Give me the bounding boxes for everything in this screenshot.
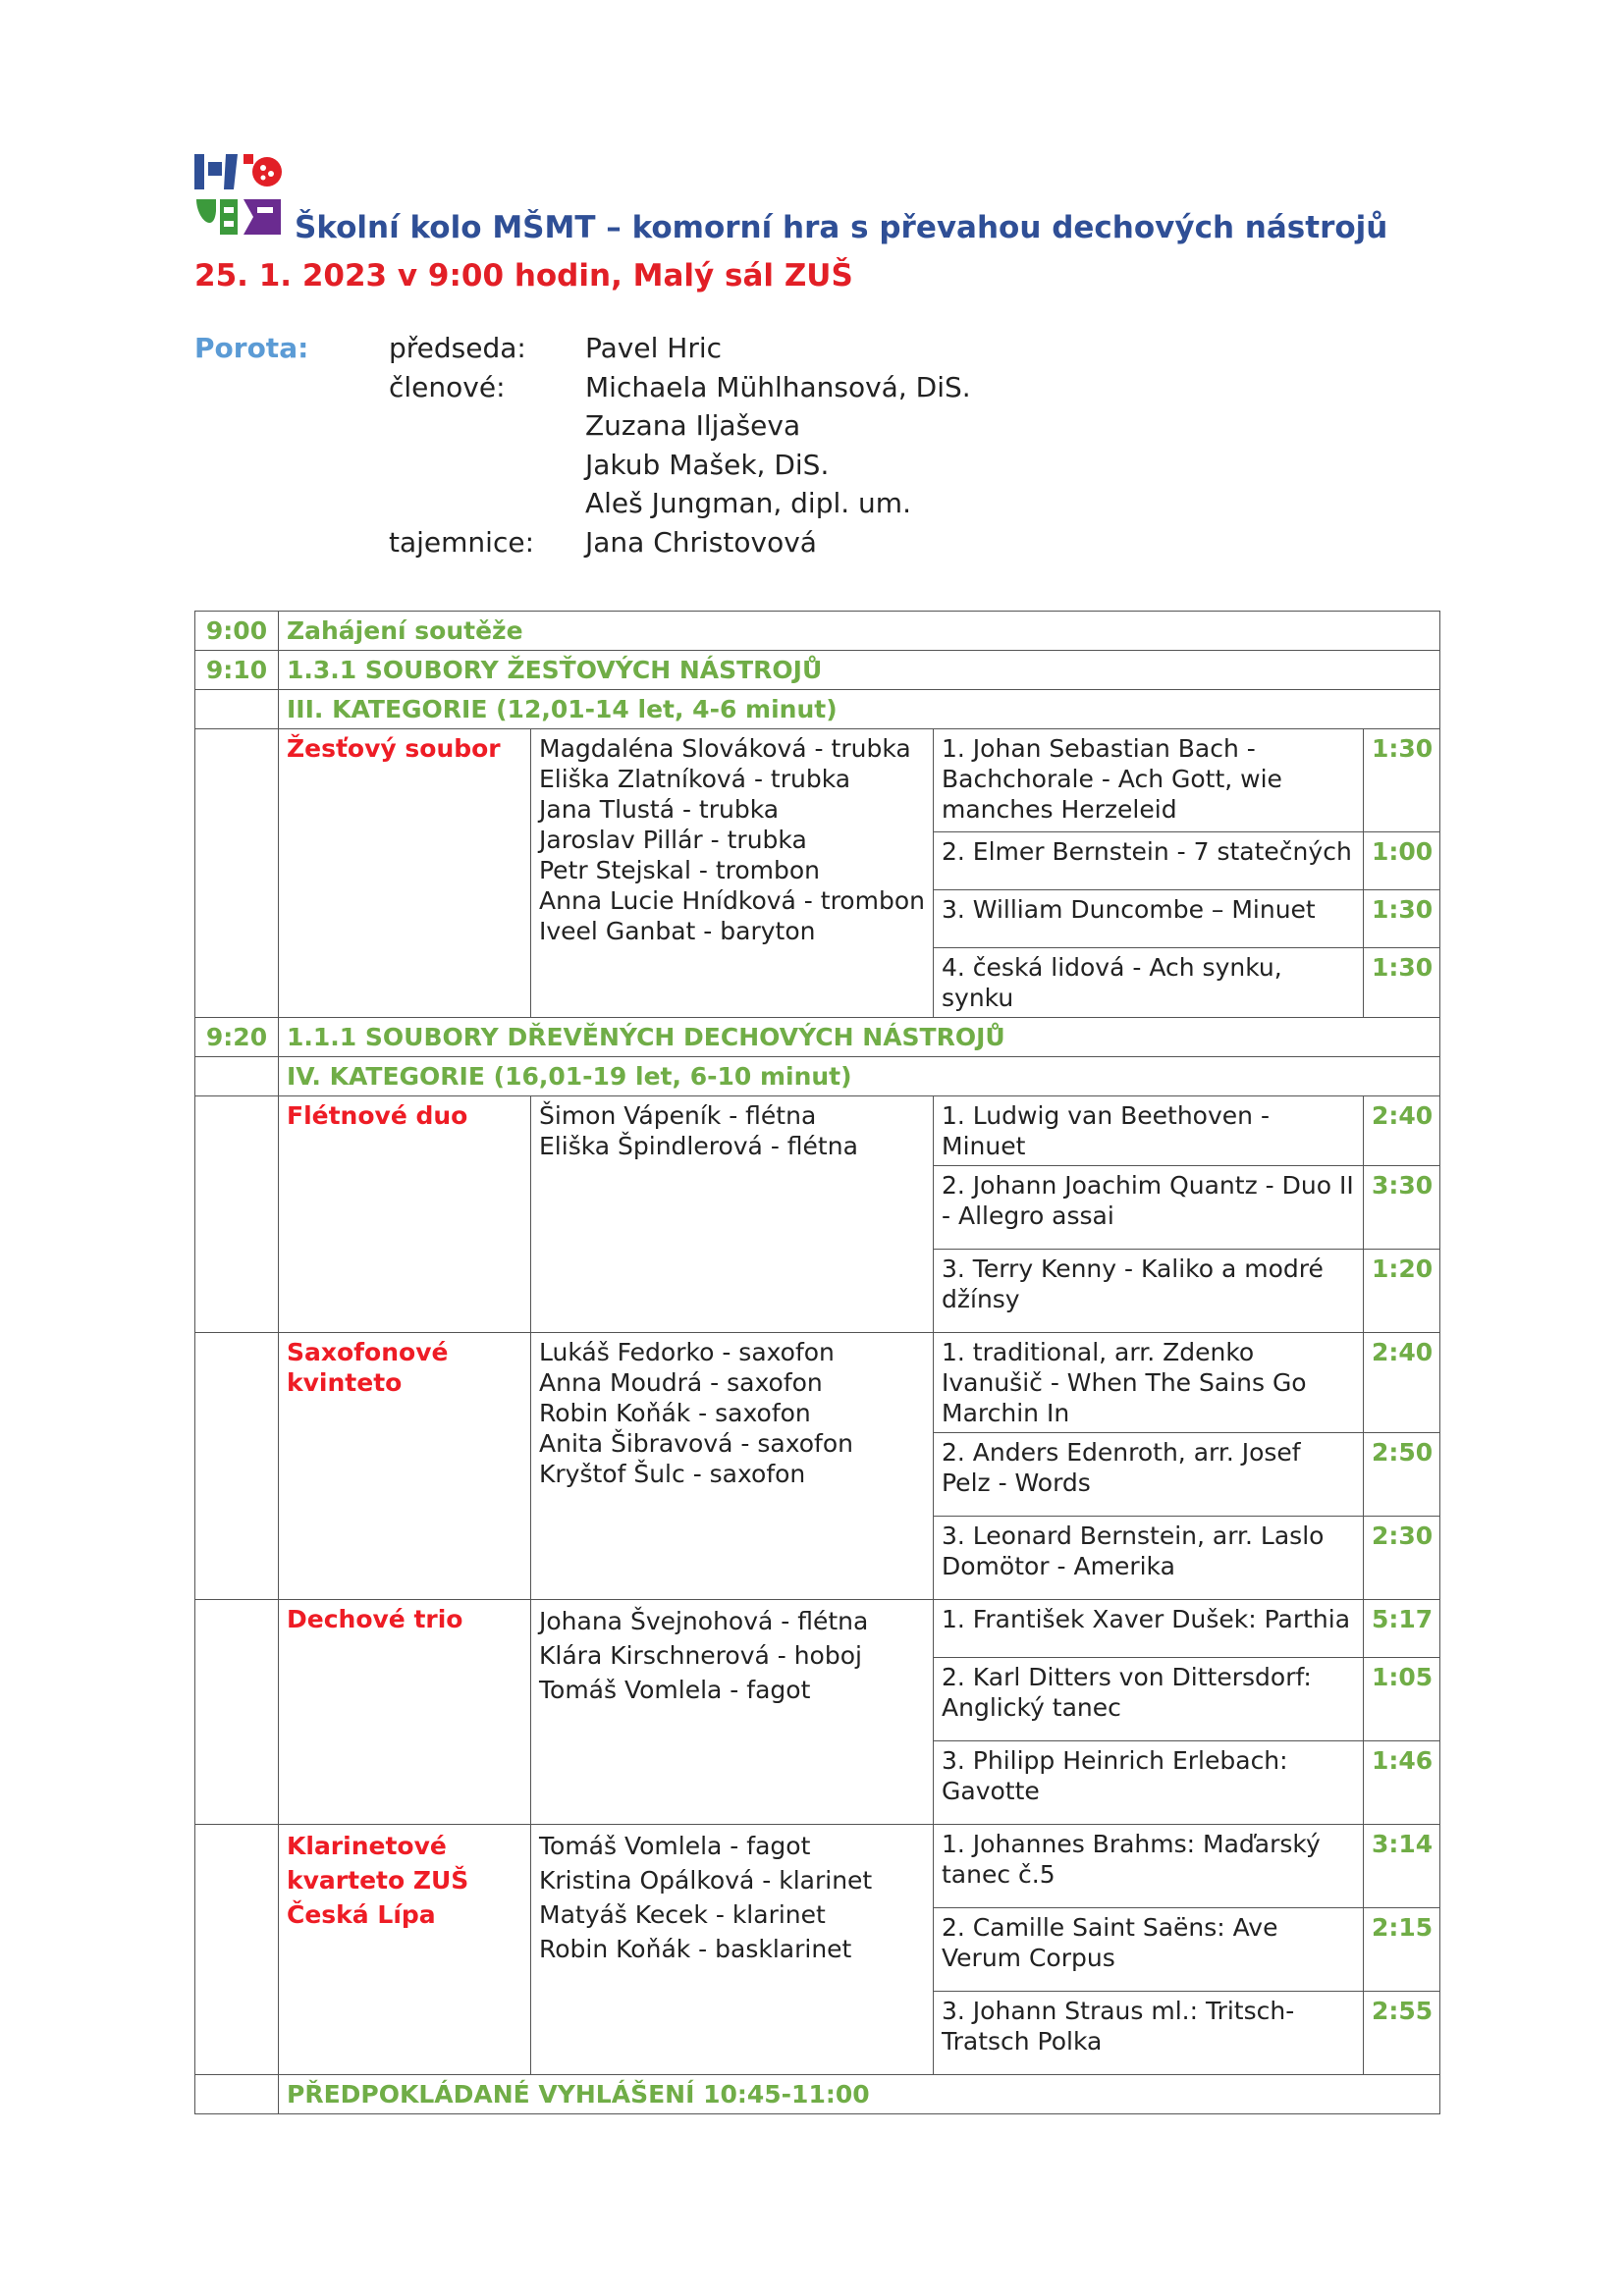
piece-duration: 1:05 (1364, 1658, 1440, 1741)
ensemble-members (531, 729, 934, 1018)
member: Jana Tlustá - trubka (539, 795, 780, 824)
category-label: IV. KATEGORIE (16,01-19 let, 6-10 minut) (279, 1057, 1440, 1096)
piece-duration: 2:55 (1364, 1992, 1440, 2075)
secretary-name: Jana Christovová (585, 525, 817, 559)
ensemble-row (195, 1825, 1440, 1908)
piece-duration: 3:14 (1364, 1825, 1440, 1908)
piece-title: 3. Johann Straus ml.: Tritsch-Tratsch Polka (934, 1992, 1364, 2075)
piece-title: 1. František Xaver Dušek: Parthia (934, 1600, 1364, 1658)
secretary-role: tajemnice: (389, 525, 534, 559)
table-row (195, 2075, 1440, 2114)
member: Magdaléna Slováková - trubka (539, 734, 911, 763)
time-cell: 9:20 (195, 1018, 279, 1057)
ensemble-name: Dechové trio (279, 1600, 531, 1825)
piece-duration: 1:46 (1364, 1741, 1440, 1825)
piece-title: 1. Johannes Brahms: Maďarský tanec č.5 (934, 1825, 1364, 1908)
member: Tomáš Vomlela - fagot (539, 1676, 811, 1704)
section-label: 1.1.1 SOUBORY DŘEVĚNÝCH DECHOVÝCH NÁSTROJŮ (279, 1018, 1440, 1057)
member: Kryštof Šulc - saxofon (539, 1460, 806, 1488)
piece-title: 2. Elmer Bernstein - 7 statečných (934, 832, 1364, 890)
piece-duration: 2:40 (1364, 1096, 1440, 1166)
member: Jaroslav Pillár - trubka (539, 826, 807, 854)
ensemble-name: Klarinetové kvarteto ZUŠ Česká Lípa (279, 1825, 531, 2075)
piece-duration: 2:40 (1364, 1333, 1440, 1433)
page-title: Školní kolo MŠMT – komorní hra s převahou dechových nástrojů (295, 210, 1388, 245)
table-row (195, 1018, 1440, 1057)
chair-role: předseda: (389, 332, 526, 364)
jury-member: Zuzana Iljaševa (585, 409, 801, 442)
piece-duration: 2:50 (1364, 1433, 1440, 1517)
ensemble-name: Žesťový soubor (279, 729, 531, 1018)
ensemble-row (195, 729, 1440, 832)
jury-member: Michaela Mühlhansová, DiS. (585, 370, 971, 403)
piece-duration: 1:30 (1364, 729, 1440, 832)
chair-name: Pavel Hric (585, 332, 723, 364)
time-cell: 9:00 (195, 612, 279, 651)
piece-title: 3. William Duncombe – Minuet (934, 890, 1364, 948)
member: Johana Švejnohová - flétna (539, 1607, 869, 1635)
member: Eliška Špindlerová - flétna (539, 1132, 858, 1160)
member: Klára Kirschnerová - hoboj (539, 1641, 862, 1670)
member: Matyáš Kecek - klarinet (539, 1900, 826, 1929)
piece-title: 2. Camille Saint Saëns: Ave Verum Corpus (934, 1908, 1364, 1992)
piece-title: 4. česká lidová - Ach synku, synku (934, 948, 1364, 1018)
jury-label: Porota: (194, 332, 309, 364)
category-label: III. KATEGORIE (12,01-14 let, 4-6 minut) (279, 690, 1440, 729)
table-row (195, 690, 1440, 729)
piece-title: 3. Terry Kenny - Kaliko a modré džínsy (934, 1250, 1364, 1333)
ensemble-row (195, 1333, 1440, 1433)
piece-duration: 1:00 (1364, 832, 1440, 890)
piece-duration: 1:20 (1364, 1250, 1440, 1333)
ensemble-name: Flétnové duo (279, 1096, 531, 1333)
member: Tomáš Vomlela - fagot (539, 1832, 811, 1860)
piece-title: 3. Leonard Bernstein, arr. Laslo Domötor - Amerika (934, 1517, 1364, 1600)
member: Eliška Zlatníková - trubka (539, 765, 851, 793)
jury-member: Jakub Mašek, DiS. (585, 448, 830, 481)
piece-title: 2. Johann Joachim Quantz - Duo II - Allegro assai (934, 1166, 1364, 1250)
piece-duration: 1:30 (1364, 890, 1440, 948)
table-row (195, 651, 1440, 690)
section-label: 1.3.1 SOUBORY ŽESŤOVÝCH NÁSTROJŮ (279, 651, 1440, 690)
ensemble-name: Saxofonové kvinteto (279, 1333, 531, 1600)
member: Anna Moudrá - saxofon (539, 1368, 823, 1397)
ensemble-members (531, 1096, 934, 1333)
ensemble-members (531, 1825, 934, 2075)
member: Kristina Opálková - klarinet (539, 1866, 873, 1895)
piece-title: 2. Karl Ditters von Dittersdorf: Anglický tanec (934, 1658, 1364, 1741)
member: Robin Koňák - basklarinet (539, 1935, 852, 1963)
table-row (195, 612, 1440, 651)
zus-logo-icon (194, 152, 283, 240)
program-table (194, 611, 1440, 2114)
member: Robin Koňák - saxofon (539, 1399, 811, 1427)
members-role: členové: (389, 370, 506, 403)
piece-title: 1. Ludwig van Beethoven - Minuet (934, 1096, 1364, 1166)
ensemble-members (531, 1600, 934, 1825)
member: Šimon Vápeník - flétna (539, 1101, 817, 1130)
piece-duration: 5:17 (1364, 1600, 1440, 1658)
piece-duration: 1:30 (1364, 948, 1440, 1018)
piece-title: 1. Johan Sebastian Bach - Bachchorale - Ach Gott, wie manches Herzeleid (934, 729, 1364, 832)
member: Lukáš Fedorko - saxofon (539, 1338, 835, 1366)
piece-title: 3. Philipp Heinrich Erlebach: Gavotte (934, 1741, 1364, 1825)
ensemble-members (531, 1333, 934, 1600)
ensemble-row (195, 1096, 1440, 1166)
member: Anna Lucie Hnídková - trombon (539, 886, 925, 915)
section-label: Zahájení soutěže (279, 612, 1440, 651)
time-cell: 9:10 (195, 651, 279, 690)
ensemble-row (195, 1600, 1440, 1658)
piece-title: 2. Anders Edenroth, arr. Josef Pelz - Words (934, 1433, 1364, 1517)
jury-member: Aleš Jungman, dipl. um. (585, 487, 911, 519)
table-row (195, 1057, 1440, 1096)
closing-label: PŘEDPOKLÁDANÉ VYHLÁŠENÍ 10:45-11:00 (279, 2075, 1440, 2114)
piece-duration: 3:30 (1364, 1166, 1440, 1250)
event-date-venue: 25. 1. 2023 v 9:00 hodin, Malý sál ZUŠ (194, 258, 853, 294)
member: Petr Stejskal - trombon (539, 856, 821, 884)
member: Anita Šibravová - saxofon (539, 1429, 853, 1458)
piece-duration: 2:15 (1364, 1908, 1440, 1992)
piece-duration: 2:30 (1364, 1517, 1440, 1600)
member: Iveel Ganbat - baryton (539, 917, 816, 945)
piece-title: 1. traditional, arr. Zdenko Ivanušič - When The Sains Go Marchin In (934, 1333, 1364, 1433)
